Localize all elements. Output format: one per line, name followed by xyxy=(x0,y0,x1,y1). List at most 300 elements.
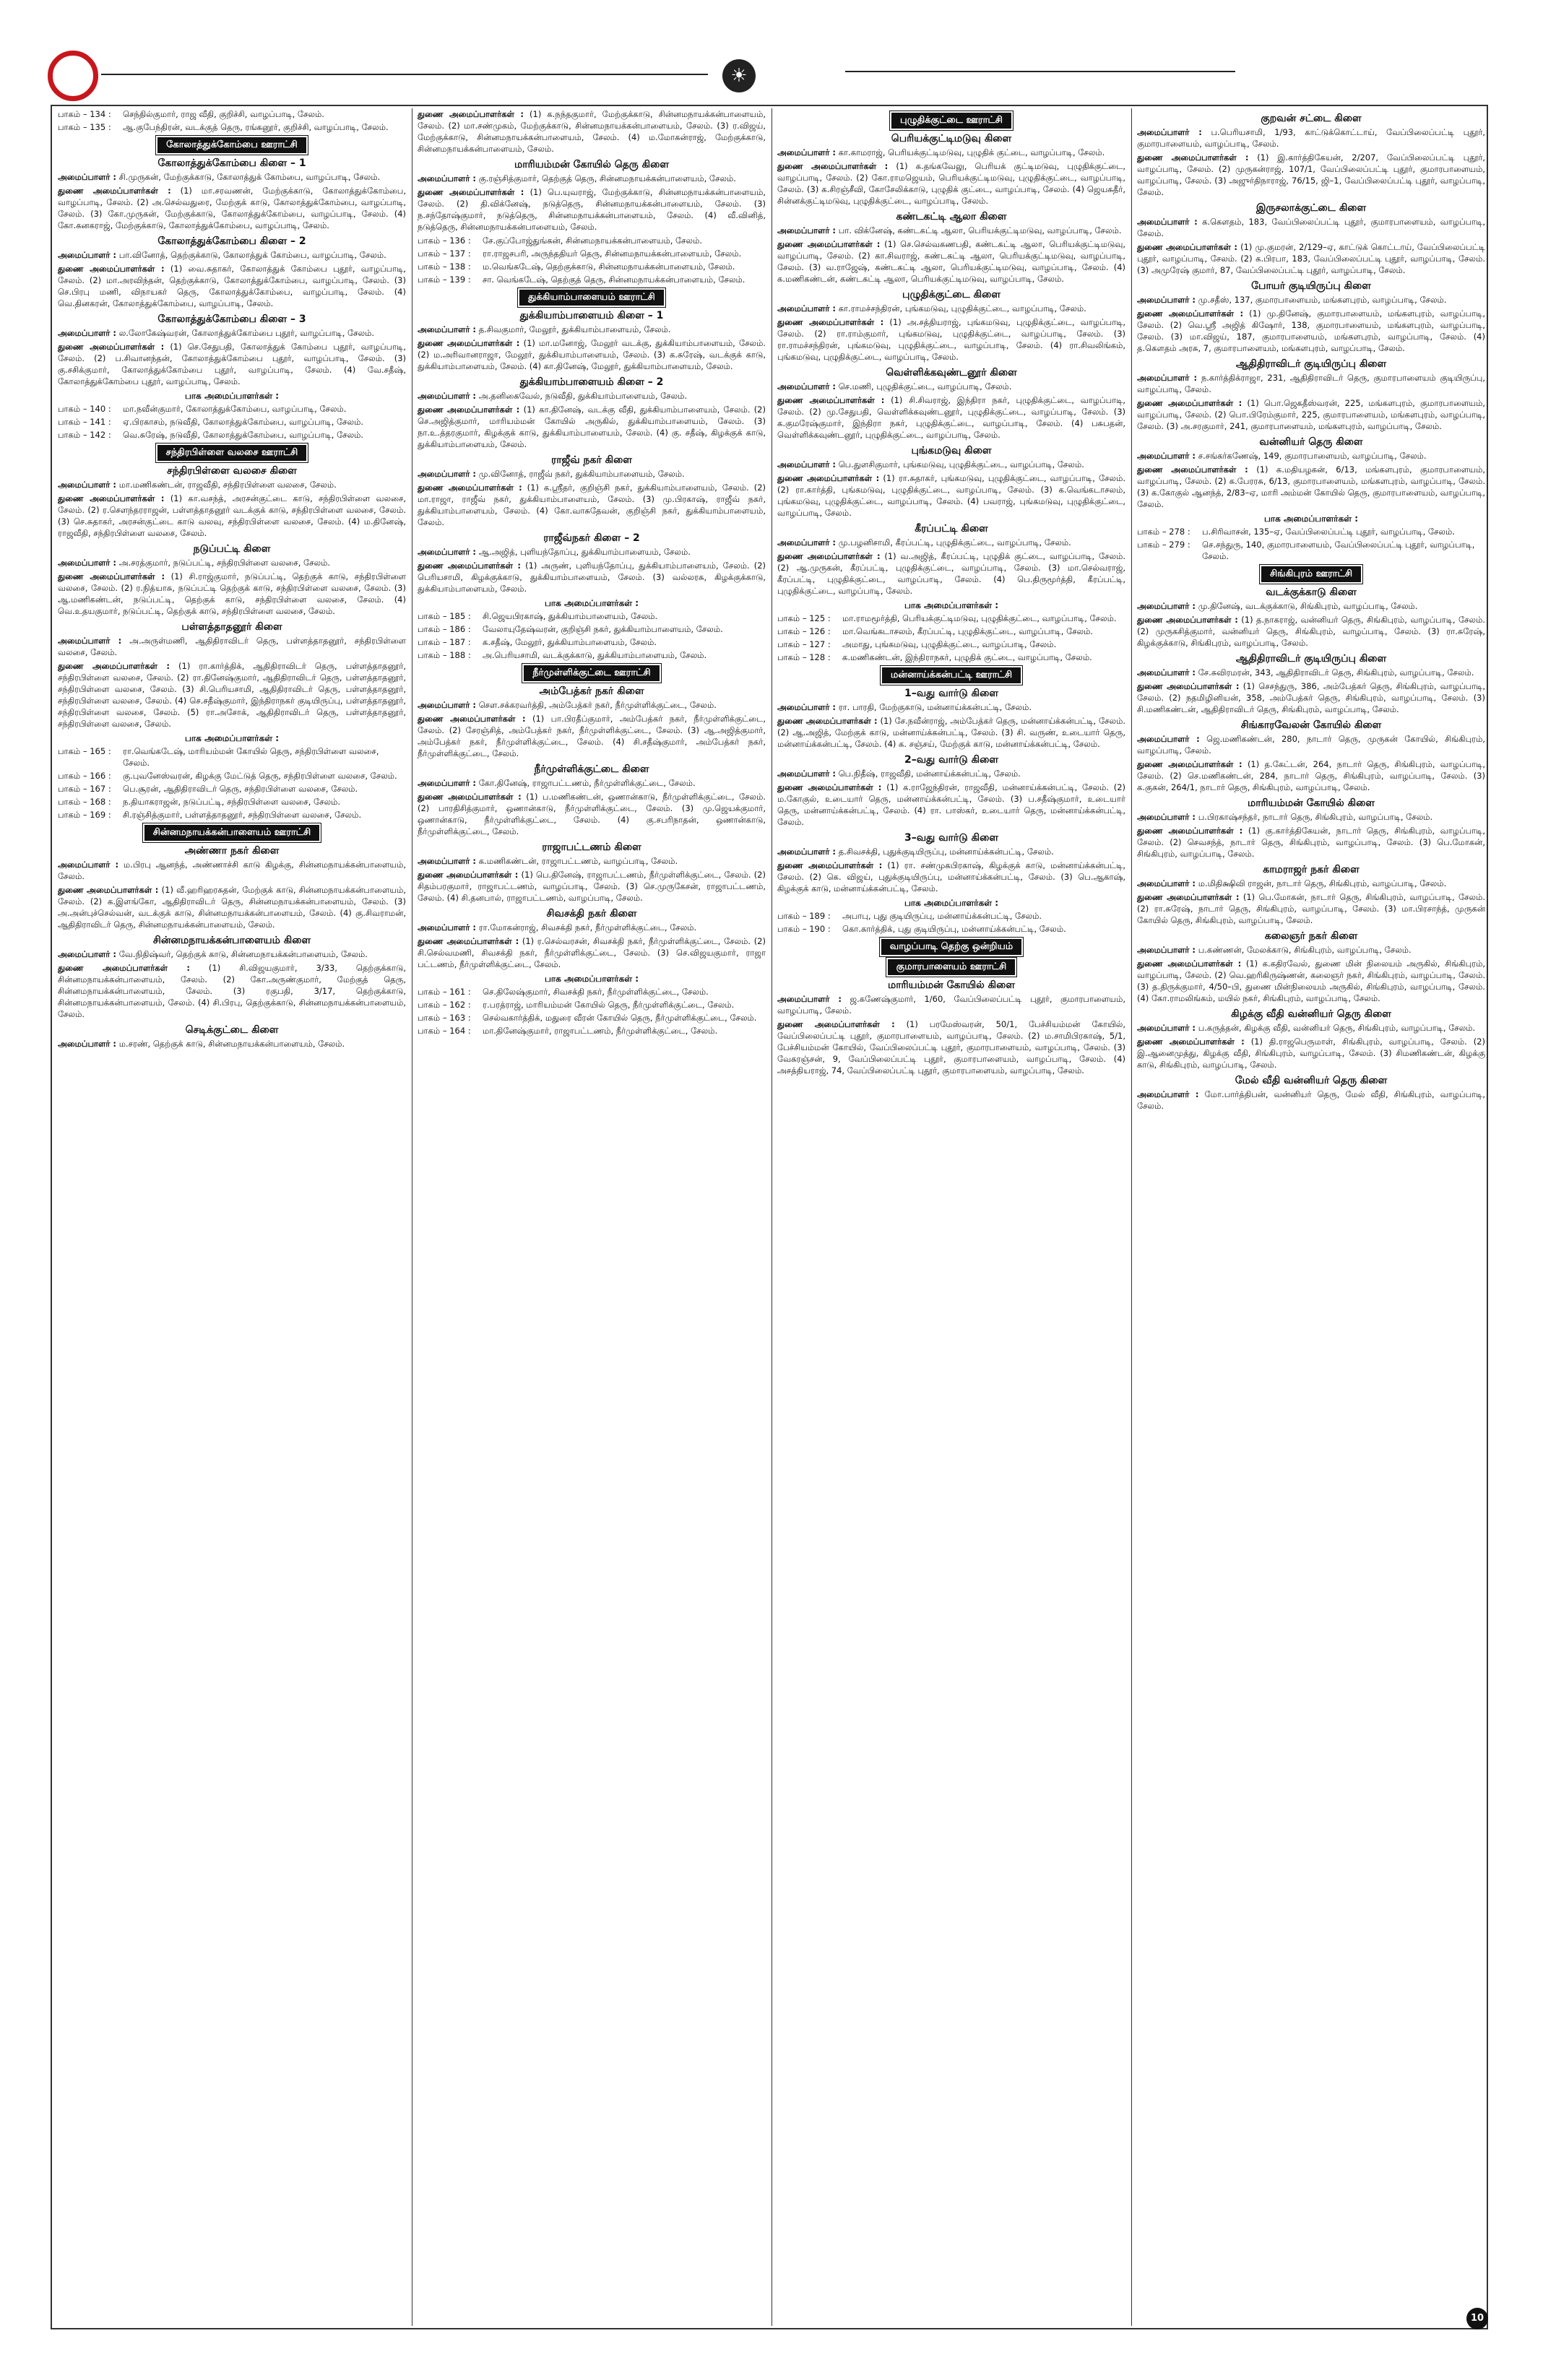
member-entry xyxy=(418,390,766,402)
part-member: செல்வகார்த்திக், மதுரை வீரன் கோயில் தெரு, நீர்முள்ளிக்குட்டை, சேலம். xyxy=(483,1013,757,1023)
member-entry xyxy=(58,948,406,960)
member-text: (1) வீ.ஹரிஹரசுதன், மேற்குக் காடு, சின்னமநாயக்கன்பாளையம், சேலம். (2) க.இளங்கோ, ஆதிதிராவிடர் தெரு, சின்னமநாயக்கன்பாளையம், சேலம். (3) அ.அன்புச்செல்வன், வடக்குக் காடு, சின்னமநாயக்கன்பாளையம், சேலம். (4) கு.சிவராமன், ஆதிதிராவிடர் தெரு, சின்னமநாயக்கன்பாளையம், சேலம். xyxy=(58,885,407,930)
member-entry xyxy=(58,557,406,568)
part-number: பாகம் – 278 : xyxy=(1137,527,1190,537)
part-member: சே.குப்போஜ்துங்கன், சின்னமநாயக்கன்பாளையம், சேலம். xyxy=(483,235,702,246)
branch-heading: 2–வது வார்டு கிளை xyxy=(904,754,998,766)
member-text: (1) இ.கார்த்திகேயன், 2/207, வேப்பிலைப்பட்டி புதூர், வாழப்பாடி, சேலம். (2) முருகன்ராஜ், 107/1, வேப்பிலைப்பட்டி புதூர், குமாரபாளையம், வாழப்பாடி, சேலம். (3) அஜுர்திநாராஜ், 76/15, ஜி–1, வேப்பிலைப்பட்டி புதூர், வாழப்பாடி, சேலம். xyxy=(1137,152,1485,197)
member-entry xyxy=(418,186,766,233)
role-label: துணை அமைப்பாளர்கள் : xyxy=(1137,681,1240,691)
member-entry xyxy=(418,777,766,789)
member-entry xyxy=(418,713,766,759)
member-text: (1) கு.கார்த்திகேயன், நாடார் தெரு, சிங்கிபுரம், வாழப்பாடி, சேலம். (2) செவசந்த், நாடார் தெரு, சிங்கிபுரம், வாழப்பாடி, சேலம். (3) பெ.மோகன், சிங்கிபுரம், வாழப்பாடி, சேலம். xyxy=(1137,826,1485,859)
member-text: (1) மா.மனோஜ், மேலூர் வடக்கு, துக்கியாம்பாளையம், சேலம். (2) ம.அரிவானராஜா, மேலூர், துக்கியாம்பாளையம், சேலம். (3) க.சுரேஷ், வடக்குக் காடு, துக்கியாம்பாளையம், சேலம். (4) கா.தினேஷ், மேலூர், துக்கியாம்பாளையம், சேலம். xyxy=(418,338,766,371)
role-label: அமைப்பாளர் : xyxy=(418,469,477,479)
part-row xyxy=(418,610,766,622)
branch-heading: பள்ளத்தாதனூர் கிளை xyxy=(181,621,282,633)
part-row xyxy=(777,613,1125,624)
part-row xyxy=(58,403,406,415)
section-title: நீர்முள்ளிக்குட்டை ஊராட்சி xyxy=(524,665,659,681)
part-row xyxy=(58,745,406,769)
part-member: ரா.ராஜசபரி, அருந்ததியர் தெரு, சின்னமநாயக்கன்பாளையம், சேலம். xyxy=(483,248,742,259)
role-label: அமைப்பாளர் : xyxy=(777,459,837,469)
member-entry xyxy=(1137,216,1485,239)
part-row xyxy=(418,274,766,285)
member-text: ப.பெரியசாமி, 1/93, காட்டுக்கொட்டாய், வேப்பிலைப்பட்டி புதூர், குமாரபாளையம், வாழப்பாடி, சேலம். xyxy=(1137,127,1486,149)
part-heading: பாக அமைப்பாளர்கள் : xyxy=(544,974,639,984)
section-banner xyxy=(58,825,406,841)
member-entry xyxy=(1137,733,1485,756)
section-banner xyxy=(777,939,1125,955)
branch-heading: சிவசக்தி நகர் கிளை xyxy=(546,908,637,919)
member-text: ரா. பாரதி, மேற்குகாடு, மன்னாய்க்கன்பட்டி, சேலம். xyxy=(838,702,1032,712)
part-row xyxy=(777,910,1125,922)
member-entry xyxy=(777,238,1125,285)
branch-heading: மாரியம்மன் கோயில் கிளை xyxy=(887,979,1016,991)
member-entry xyxy=(777,550,1125,597)
branch-heading: கோலாத்துக்கோம்பை கிளை – 3 xyxy=(157,313,306,325)
member-text: த.சிவகுமார், மேலூர், துக்கியாம்பாளையம், சேலம். xyxy=(478,324,671,334)
part-number: பாகம் – 162 : xyxy=(418,1000,471,1010)
member-text: (1) செசந்துரு, 386, அம்பேத்கர் தெரு, சிங்கிபுரம், வாழப்பாடி, சேலம். (2) நதமிழினியன், 358, அம்பேத்கர் தெரு, சிங்கிபுரம், வாழப்பாடி, சேலம். (3) சி.மணிகண்டன், ஆதிதிராவிடர் தெரு, சிங்கிபுரம், வாழப்பாடி, சேலம். xyxy=(1137,681,1486,714)
member-text: பா.வினோத், தெற்குக்காடு, கோலாத்துக் கோம்பை, வாழப்பாடி, சேலம். xyxy=(118,250,386,260)
header-rule-left xyxy=(101,74,708,75)
member-text: (1) பெ.தினேஷ், ராஜாபட்டணம், நீர்முள்ளிக்குட்டை, சேலம். (2) சிதம்பரகுமார், ராஜாபட்டணம், வாழப்பாடி, சேலம். (3) செ.முருகேசன், ராஜாபட்டணம், சேலம். (4) சி.தனபால், ராஜாபட்டணம், வாழப்பாடி, சேலம். xyxy=(418,870,766,903)
member-text: ந.கார்த்திக்ராஜா, 231, ஆதிதிராவிடர் தெரு, குமாரபாளையம் குடியிருப்பு, வாழப்பாடி, சேலம். xyxy=(1137,373,1486,394)
part-member: செ.திலேஷ்குமார், சிவசக்தி நகர், நீர்முள்ளிக்குட்டை, சேலம். xyxy=(483,987,709,997)
part-row xyxy=(777,923,1125,935)
role-label: அமைப்பாளர் : xyxy=(777,225,837,235)
member-entry xyxy=(1137,464,1485,510)
part-row xyxy=(418,636,766,648)
member-text: அ.தனிகைவேல், நடுவீதி, துக்கியாம்பாளையம், சேலம். xyxy=(478,391,688,401)
branch-heading: சந்திரபிள்ளை வலசை கிளை xyxy=(167,465,297,477)
branch-heading: புங்கமடுவு கிளை xyxy=(911,445,992,456)
part-number: பாகம் – 187 : xyxy=(418,637,471,647)
part-row xyxy=(1137,526,1485,537)
branch-heading: வெள்ளிக்கவுண்டனூர் கிளை xyxy=(886,367,1017,378)
member-text: (1) பெ.மோகன், நாடார் தெரு, சிங்கிபுரம், வாழப்பாடி, சேலம். (2) ரா.சுரேஷ், நாடார் தெரு, சிங்கிபுரம், வாழப்பாடி, சேலம். (3) மா.பிரசாந்த், முருகன் கோயில் தெரு, சிங்கிபுரம், வாழப்பாடி, சேலம். xyxy=(1137,892,1486,925)
part-number: பாகம் – 279 : xyxy=(1137,540,1190,550)
member-entry xyxy=(418,699,766,711)
part-member: ப.சிரிவாசன், 135–ஏ, வேப்பிலைப்பட்டி புதூர், வாழப்பாடி, சேலம். xyxy=(1202,527,1455,537)
member-text: (1) மு.தினேஷ், குமாரபாளையம், மங்களபுரம், வாழப்பாடி, சேலம். (2) வெ.ஸ்ரீ அஜித் கிஷோர், 138, குமாரபாளையம், மங்களபுரம், வாழப்பாடி, சேலம். (3) மா.விஜய், 187, குமாரபாளையம், மங்களபுரம், வாழப்பாடி, சேலம். (4) த.கௌதம் அரசு, 7, குமாரபாளையம், மங்களபுரம், வாழப்பாடி, சேலம். xyxy=(1137,308,1485,353)
member-entry xyxy=(58,493,406,539)
member-entry xyxy=(1137,600,1485,612)
part-member: வேலாயுதேஷ்வரன், குறிஞ்சி நகர், துக்கியாம்பாளையம், சேலம். xyxy=(483,624,723,634)
member-text: (1) த.கேட்டன், 264, நாடார் தெரு, சிங்கிபுரம், வாழப்பாடி, சேலம். (2) செ.மணிகண்டன், 284, நாடார் தெரு, சிங்கிபுரம், வாழப்பாடி, சேலம். (3) க.குகன், 264/1, நாடார் தெரு, சிங்கிபுரம், வாழப்பாடி, சேலம். xyxy=(1137,759,1485,792)
member-entry xyxy=(777,768,1125,779)
part-member: சி.ரஞ்சித்குமார், பள்ளத்தாதனூர், சந்திரபிள்ளை வலசை, சேலம். xyxy=(123,810,362,820)
member-text: கா.காமராஜ், பெரியக்குட்டிமடுவு, புழுதிக் குட்டை, வாழப்பாடி, சேலம். xyxy=(838,147,1105,157)
section-title: சின்னமநாயக்கன்பாளையம் ஊராட்சி xyxy=(144,825,319,841)
branch-heading: ராஜாபட்டணம் கிளை xyxy=(542,841,641,853)
member-text: (1) அ.சத்தியராஜ், புங்கமடுவு, புழுதிக்குட்டை, வாழப்பாடி, சேலம். (2) ரா.ராம்குமார், புங்கமடுவு, புழுதிக்குட்டை, வாழப்பாடி, சேலம். (3) ரா.ராமச்சந்திரன், புங்கமடுவு, புழுதிக்குட்டை, வாழப்பாடி, சேலம். (4) ரா.சிவலிங்கம், புங்கமடுவு, புழுதிக்குட்டை, வாழப்பாடி, சேலம். xyxy=(777,317,1126,362)
member-entry xyxy=(1137,1089,1485,1112)
member-text: (1) ரா.கார்த்திக், ஆதிதிராவிடர் தெரு, பள்ளத்தாதனூர், சந்திரபிள்ளை வலசை, சேலம். (2) ரா.தினேஷ்குமார், ஆதிதிராவிடர் தெரு, பள்ளத்தாதனூர், சந்திரபிள்ளை வலசை, சேலம். (3) சி.பெரியசாமி, ஆதிதிராவிடர் தெரு, பள்ளத்தாதனூர், சந்திரபிள்ளை வலசை, சேலம். (4) செ.சதீஷ்குமார், இந்திராநகர் குடியிருப்பு, பள்ளத்தாதனூர், சந்திரபிள்ளை வலசை, சேலம். (5) ரா.அசோக், ஆதிதிராவிடர் தெரு, பள்ளத்தாதனூர், சந்திரபிள்ளை வலசை, சேலம். xyxy=(58,661,406,729)
member-text: (1) தி.ராஜபெருமாள், சிங்கிபுரம், வாழப்பாடி, சேலம். (2) இ.ஆனைமுத்து, கிழக்கு வீதி, சிங்கிபுரம், வாழப்பாடி, சேலம். (3) சிமணிகண்டன், கிழக்கு காடு, சிங்கிபுரம், வாழப்பாடி, சேலம். xyxy=(1137,1037,1485,1070)
role-label: அமைப்பாளர் : xyxy=(418,547,477,557)
part-number: பாகம் – 142 : xyxy=(58,430,111,440)
role-label: துணை அமைப்பாளர்கள் : xyxy=(1137,759,1242,769)
member-entry xyxy=(777,160,1125,207)
role-label: துணை அமைப்பாளர்கள் : xyxy=(777,551,881,561)
part-member: க.சதீஷ், மேலூர், துக்கியாம்பாளையம், சேலம். xyxy=(483,637,657,647)
member-entry xyxy=(58,635,406,658)
role-label: அமைப்பாளர் : xyxy=(58,949,117,959)
branch-heading: வன்னியர் தெரு கிளை xyxy=(1259,436,1363,448)
part-row xyxy=(58,429,406,441)
member-text: கோ.தினேஷ், ராஜாபட்டணம், நீர்முள்ளிக்குட்டை, சேலம். xyxy=(478,778,696,788)
part-member: மா.நவீன்குமார், கோலாத்துக்கோம்பை, வாழப்பாடி, சேலம். xyxy=(123,404,347,414)
section-banner xyxy=(777,959,1125,975)
member-text: சே.சுவிரமரன், 343, ஆதிதிராவிடர் தெரு, சிங்கிபுரம், வாழப்பாடி, சேலம். xyxy=(1198,667,1474,678)
member-entry xyxy=(418,791,766,837)
member-text: (1) பொ.ஜெகதீஸ்வரன், 225, மங்களபுரம், குமாரபாளையம், வாழப்பாடி, சேலம். (2) பொ.பிரேம்குமார், 225, குமாரபாளையம், மங்களபுரம், வாழப்பாடி, சேலம். (3) அ.சரகுமார், 241, குமாரபாளையம், மங்களபுரம், வாழப்பாடி, சேலம். xyxy=(1137,398,1485,431)
branch-heading: செடிக்குட்டை கிளை xyxy=(185,1024,279,1036)
part-row xyxy=(418,248,766,259)
part-row xyxy=(58,770,406,782)
member-text: அ.அருள்மணி, ஆதிதிராவிடர் தெரு, பள்ளத்தாதனூர், சந்திரபிள்ளை வலசை, சேலம். xyxy=(58,636,407,657)
branch-heading: புழுதிக்குட்டை கிளை xyxy=(902,289,1000,300)
member-text: (1) பரமேஸ்வரன், 50/1, பேச்சியம்மன் கோயில், வேப்பிலைப்பட்டி புதூர், குமாரபாளையம், வாழப்பாடி, சேலம். (2) ம.சாமிபிரகாஷ், 5/1, பேச்சியம்மன் கோயில், வேப்பிலைப்பட்டி புதூர், குமாரபாளையம், வாழப்பாடி, சேலம். (3) வேகரஞ்சன், 9, வேப்பிலைப்பட்டி புதூர், குமாரபாளையம், வாழப்பாடி, சேலம். (4) அசத்தியராஜ், 74, வேப்பிலைப்பட்டி புதூர், குமாரபாளையம், வாழப்பாடி, சேலம். xyxy=(777,1019,1125,1076)
member-entry xyxy=(418,337,766,372)
member-text: ம.சரண், தெற்குக் காடு, சின்னமநாயக்கன்பாளையம், சேலம். xyxy=(118,1039,345,1049)
role-label: அமைப்பாளர் : xyxy=(58,480,117,490)
section-title: கோலாத்துக்கோம்பை ஊராட்சி xyxy=(157,137,306,153)
role-label: துணை அமைப்பாளர்கள் : xyxy=(777,782,882,792)
role-label: துணை அமைப்பாளர்கள் : xyxy=(58,571,165,581)
member-entry xyxy=(58,327,406,339)
member-entry xyxy=(418,324,766,335)
member-text: மு.தினேஷ், வடக்குக்காடு, சிங்கிபுரம், வாழப்பாடி, சேலம். xyxy=(1198,601,1418,611)
member-entry xyxy=(1137,878,1485,889)
part-row xyxy=(58,796,406,808)
role-label: துணை அமைப்பாளர்கள் : xyxy=(58,963,190,973)
member-entry xyxy=(777,381,1125,392)
member-text: (1) மு.குமரன், 2/129–ஏ, காட்டுக் கொட்டாய், வேப்பிலைப்பட்டி புதூர், வாழப்பாடி, சேலம். (2) க.பிரபா, 183, வேப்பிலைப்பட்டி புதூர், வாழப்பாடி, சேலம். (3) அமுரேஷ் குமார், 87, வேப்பிலைப்பட்டி புதூர், வாழப்பாடி, சேலம். xyxy=(1137,242,1485,275)
part-row xyxy=(58,809,406,821)
member-entry xyxy=(418,935,766,970)
part-member: மா.வெங்கடாசலம், கீரப்பட்டி, புழுதிக்குட்டை, வாழப்பாடி, சேலம். xyxy=(842,626,1094,636)
member-entry xyxy=(777,715,1125,750)
member-entry xyxy=(1137,397,1485,432)
part-number: பாகம் – 185 : xyxy=(418,611,471,621)
role-label: துணை அமைப்பாளர்கள் : xyxy=(1137,826,1243,836)
part-row xyxy=(418,649,766,661)
part-number: பாகம் – 140 : xyxy=(58,404,111,414)
role-label: துணை அமைப்பாளர்கள் : xyxy=(58,264,165,274)
masthead xyxy=(43,43,1503,101)
member-text: ஜ.கணேஷ்குமார், 1/60, வேப்பிலைப்பட்டி புதூர், குமாரபாளையம், வாழப்பாடி, சேலம். xyxy=(777,994,1126,1016)
column-3 xyxy=(774,108,1128,2326)
role-label: துணை அமைப்பாளர்கள் : xyxy=(1137,464,1248,475)
member-entry xyxy=(1137,308,1485,354)
section-banner xyxy=(1137,566,1485,582)
member-entry xyxy=(58,341,406,387)
part-number: பாகம் – 164 : xyxy=(418,1026,471,1036)
role-label: அமைப்பாளர் : xyxy=(777,994,842,1004)
role-label: துணை அமைப்பாளர்கள் : xyxy=(1137,152,1249,163)
part-row xyxy=(58,783,406,795)
member-text: (1) பா.பிரதீப்குமார், அம்பேத்கர் நகர், நீர்முள்ளிக்குட்டை, சேலம். (2) சேரஞ்சித், அம்பேத்கர் நகர், நீர்முள்ளிக்குட்டை, சேலம். (3) ஆ.அஜித்குமார், அம்பேத்கர் நகர், நீர்முள்ளிக்குட்டை, சேலம். (4) சி.சதீஷ்குமார், அம்பேத்கர் நகர், நீர்முள்ளிக்குட்டை, சேலம். xyxy=(418,714,766,758)
role-label: அமைப்பாளர் : xyxy=(777,847,837,857)
role-label: அமைப்பாளர் : xyxy=(777,147,837,157)
member-text: (1) கா.வசந்த், அரசன்குட்டை காடு, சந்திரபிள்ளை வலசை, சேலம். (2) ர.சௌந்தரராஜன், பள்ளத்தாதனூர் வடக்குக் காடு, சந்திரபிள்ளை வலசை, சேலம். (3) செ.சுதாகர், அரசன்குட்டை காடு வலவு, சந்திரபிள்ளை வலசை, சேலம். (4) ம.தினேஷ், ராஜவீதி, சந்திரபிள்ளை வலசை, சேலம். xyxy=(58,493,406,538)
member-text: (1) சி.விஜயகுமார், 3/33, தெற்குக்காடு, சின்னமநாயக்கன்பாளையம், சேலம். (2) கோ.அருண்குமார், மேற்குத் தெரு, சின்னமநாயக்கன்பாளையம், சேலம். (3) ரகுபதி, 3/17, தெற்குக்காடு, சின்னமநாயக்கன்பாளையம், சேலம். (4) சி.பிரபு, தெற்குக்காடு, சின்னமநாயக்கன்பாளையம், சேலம். xyxy=(58,963,406,1019)
role-label: துணை அமைப்பாளர்கள் : xyxy=(777,161,889,171)
role-label: அமைப்பாளர் : xyxy=(777,537,837,548)
section-banner xyxy=(58,137,406,153)
part-heading: பாக அமைப்பாளர்கள் : xyxy=(1263,514,1359,524)
role-label: துணை அமைப்பாளர்கள் : xyxy=(418,561,522,571)
member-text: (1) க.ராஜேந்திரன், ராஜவீதி, மன்னாய்க்கன்பட்டி, சேலம். (2) ம.கோகுல், உடையார் தெரு, மன்னாய்க்கன்பட்டி, சேலம். (3) ப.சதீஷ்குமார், உடையார் தெரு, மன்னாய்க்கன்பட்டி, சேலம். (4) ரா. பாஸ்கர், உடையார் தெரு, மன்னாய்க்கன்பட்டி, சேலம். xyxy=(777,782,1125,827)
member-entry xyxy=(58,171,406,183)
part-number: பாகம் – 168 : xyxy=(58,797,111,807)
part-heading: பாக அமைப்பாளர்கள் : xyxy=(904,600,999,610)
member-entry xyxy=(777,225,1125,236)
member-entry xyxy=(777,394,1125,441)
role-label: அமைப்பாளர் : xyxy=(58,860,119,870)
member-text: மு.வினோத், ராஜீவ் நகர், துக்கியாம்பாளையம், சேலம். xyxy=(478,469,685,479)
part-member: அபாபு, புது குடியிருப்பு, மன்னாய்க்கன்பட்டி, சேலம். xyxy=(842,911,1042,921)
part-member: ம.வெங்கடேஷ், தெற்குக்காடு, சின்னமநாயக்கன்பாளையம், சேலம். xyxy=(483,261,735,272)
member-entry xyxy=(1137,614,1485,649)
branch-heading: அம்பேத்கர் நகர் கிளை xyxy=(539,685,644,697)
branch-heading: சின்னமநாயக்கன்பாளையம் கிளை xyxy=(152,935,311,946)
member-entry xyxy=(777,459,1125,470)
member-entry xyxy=(58,859,406,882)
branch-heading: மேல் வீதி வன்னியர் தெரு கிளை xyxy=(1235,1075,1388,1086)
member-text: பெ.நிதீஷ், ராஜவீதி, மன்னாய்க்கன்பட்டி, சேலம். xyxy=(838,769,1021,779)
member-text: ஜெ.மணிகண்டன், 280, நாடார் தெரு, முருகன் கோயில், சிங்கிபுரம், வாழப்பாடி, சேலம். xyxy=(1137,734,1486,756)
part-number: பாகம் – 169 : xyxy=(58,810,111,820)
part-member: அமாது, புங்கமடுவு, புழுதிக்குட்டை, வாழப்பாடி, சேலம். xyxy=(842,639,1057,649)
part-number: பாகம் – 136 : xyxy=(418,235,471,246)
member-text: (1) ரா. சண்முகபிரகாஷ், கிழக்குக் காடு, மன்னாய்க்கன்பட்டி, சேலம். (2) கெ. விஜய், புதுக்குடியிருப்பு, மன்னாய்க்கன்பட்டி, சேலம். (3) பெ.ஆகாஷ், கிழக்குக் காடு, மன்னாய்க்கன்பட்டி, சேலம். xyxy=(777,860,1125,893)
role-label: துணை அமைப்பாளர்கள் : xyxy=(1137,1037,1245,1047)
part-member: கொ.கார்த்திக், புது குடியிருப்பு, மன்னாய்க்கன்பட்டி, சேலம். xyxy=(842,924,1066,934)
member-text: செ.மணி, புழுதிக்குட்டை, வாழப்பாடி, சேலம். xyxy=(838,381,1012,391)
member-text: (1) க.நந்தகுமார், மேற்குக்காடு, சின்னமநாயக்கன்பாளையம், சேலம். (2) மா.சண்முகம், மேற்குக்காடு, சின்னமநாயக்கன்பாளையம், சேலம். (3) ர.விஜய், மேற்குக்காடு, சின்னமநாயக்கன்பாளையம், சேலம். (4) ம.மோகன்ராஜ், மேற்குக்காடு, சின்னமநாயக்கன்பாளையம், சேலம். xyxy=(418,109,766,154)
role-label: அமைப்பாளர் : xyxy=(1137,878,1196,888)
member-text: வே.நிதிஷ்வர், தெற்குக் காடு, சின்னமநாயக்கன்பாளையம், சேலம். xyxy=(118,949,368,959)
role-label: துணை அமைப்பாளர்கள் : xyxy=(418,870,519,880)
section-title: துக்கியாம்பாளையம் ஊராட்சி xyxy=(519,290,664,306)
section-banner xyxy=(418,665,766,681)
branch-heading: துக்கியாம்பாளையம் கிளை – 2 xyxy=(519,376,664,388)
branch-heading: கீரப்பட்டி கிளை xyxy=(915,523,988,535)
role-label: அமைப்பாளர் : xyxy=(1137,1089,1199,1099)
branch-heading: காமராஜர் நகர் கிளை xyxy=(1263,864,1360,875)
part-member: செ.சந்துரு, 140, குமாரபாளையம், வேப்பிலைப்பட்டி புதூர், வாழப்பாடி, சேலம். xyxy=(1202,540,1475,561)
member-entry xyxy=(418,546,766,558)
role-label: துணை அமைப்பாளர்கள் : xyxy=(1137,959,1242,969)
branch-heading: பெரியக்குட்டிமடுவு கிளை xyxy=(891,133,1012,144)
member-text: ம.மிதிக்ஷிவி ராஜன், நாடார் தெரு, சிங்கிபுரம், வாழப்பாடி, சேலம். xyxy=(1198,878,1447,888)
branch-heading: வடக்குக்காடு கிளை xyxy=(1266,587,1357,598)
part-row xyxy=(777,626,1125,637)
role-label: துணை அமைப்பாளர்கள் : xyxy=(1137,398,1242,408)
member-entry xyxy=(1137,825,1485,860)
branch-heading: ராஜீவ் நகர் கிளை xyxy=(551,454,632,466)
part-row xyxy=(58,121,406,133)
branch-heading: மாரியம்மன் கோயில் கிளை xyxy=(1247,797,1375,809)
part-heading: பாக அமைப்பாளர்கள் : xyxy=(544,598,639,608)
role-label: துணை அமைப்பாளர்கள் : xyxy=(418,338,520,348)
member-entry xyxy=(58,1038,406,1050)
role-label: அமைப்பாளர் : xyxy=(418,324,477,334)
role-label: அமைப்பாளர் : xyxy=(1137,812,1196,822)
part-number: பாகம் – 167 : xyxy=(58,784,111,794)
member-entry xyxy=(777,701,1125,713)
member-text: க.கௌதம், 183, வேப்பிலைப்பட்டி புதூர், குமாரபாளையம், வாழப்பாடி, சேலம். xyxy=(1137,217,1486,238)
member-text: (1) க.கதிரவேல், துணை மின் நிலையம் அருகில், சிங்கிபுரம், வாழப்பாடி, சேலம். (2) வெ.ஹரிகிருஷ்ணன், கலைஞர் நகர், சிங்கிபுரம், வாழப்பாடி, சேலம். (3) த.திருக்குமார், 4/50–பி, துணை மின்நிலையம் அருகில், சிங்கிபுரம், வாழப்பாடி, சேலம். (4) கோ.ராமலிங்கம், மயில் நகர், சிங்கிபுரம், வாழப்பாடி, சேலம். xyxy=(1137,959,1486,1003)
member-entry xyxy=(58,884,406,930)
branch-heading: 1–வது வார்டு கிளை xyxy=(904,688,998,699)
member-text: (1) சி.சிவராஜ், இந்திரா நகர், புழுதிக்குட்டை, வாழப்பாடி, சேலம். (2) மு.சேதுபதி, வெள்ளிக்கவுண்டனூர், புழுதிக்குட்டை, வாழப்பாடி, சேலம். (3) க.குமரேஷ்குமார், இந்திரா நகர், புழுதிக்குட்டை, வாழப்பாடி, சேலம். (4) பசுபதன், வெள்ளிக்கவுண்டனூர், புழுதிக்குட்டை, வாழப்பாடி, சேலம். xyxy=(777,395,1125,440)
part-number: பாகம் – 186 : xyxy=(418,624,471,634)
role-label: துணை அமைப்பாளர்கள் : xyxy=(418,936,519,946)
role-label: அமைப்பாளர் : xyxy=(58,328,117,338)
part-row xyxy=(777,652,1125,663)
member-text: (1) சி.ராஜ்குமார், நடுப்பட்டி, தெற்குக் காடு, சந்திரபிள்ளை வலசை, சேலம். (2) ர.நித்யாசு, நடுப்பட்டி தெற்குக் காடு, சந்திரபிள்ளை வலசை, சேலம். (3) ஆ.மணிகண்டன், நடுப்பட்டி, தெற்குக் காடு, சந்திரபிள்ளை வலசை, சேலம். (4) வெ.உதயகுமார், நடுப்பட்டி, தெற்குக் காடு, சந்திரபிள்ளை வலசை, சேலம். xyxy=(58,571,406,616)
branch-heading: துக்கியாம்பாளையம் கிளை – 1 xyxy=(519,310,664,321)
member-entry xyxy=(1137,758,1485,793)
member-text: ஆ.அஜித், புளியந்தோப்பு, துக்கியாம்பாளையம், சேலம். xyxy=(478,547,691,557)
part-number: பாகம் – 165 : xyxy=(58,746,111,756)
part-number: பாகம் – 141 : xyxy=(58,417,111,427)
member-text: கா.ராமச்சந்திரன், புங்கமடுவு, புழுதிக்குட்டை, வாழப்பாடி, சேலம். xyxy=(838,303,1086,313)
member-text: (1) க.ஸ்ரீதர், குறிஞ்சி நகர், துக்கியாம்பாளையம், சேலம். (2) மா.ராஜா, ராஜீவ் நகர், துக்கியாம்பாளையம், சேலம். (3) மு.பிரகாஷ், ராஜீவ் நகர், துக்கியாம்பாளையம், சேலம். (4) கோ.வாசுதேவன், குறிஞ்சி நகர், துக்கியாம்பாளையம், சேலம். xyxy=(418,483,766,527)
part-number: பாகம் – 138 : xyxy=(418,261,471,272)
member-entry xyxy=(418,108,766,155)
section-banner xyxy=(777,667,1125,683)
member-text: (1) ரா.சுதாகர், புங்கமடுவு, புழுதிக்குட்டை, வாழப்பாடி, சேலம். (2) ரா.கார்த்தி, புங்கமடுவு, புழுதிக்குட்டை, வாழப்பாடி, சேலம். (3) க.வெங்கடாசலம், புங்கமடுவு, புழுதிக்குட்டை, வாழப்பாடி, சேலம். (4) பவராஜ், புங்கமடுவு, புழுதிக்குட்டை, வாழப்பாடி, சேலம். xyxy=(777,473,1125,518)
part-number: பாகம் – 126 : xyxy=(777,626,831,636)
part-heading: பாக அமைப்பாளர்கள் : xyxy=(184,733,280,743)
member-text: செள.சக்கரவர்த்தி, அம்பேத்கர் நகர், நீர்முள்ளிக்குட்டை, சேலம். xyxy=(478,700,717,710)
member-text: ல.லோகேஷ்வரன், கோலாத்துக்கோம்பை புதூர், வாழப்பாடி, சேலம். xyxy=(118,328,375,338)
member-entry xyxy=(418,468,766,480)
member-entry xyxy=(777,846,1125,857)
member-text: பெ.துளசிகுமார், புங்கமடுவு, புழுதிக்குட்டை, வாழப்பாடி, சேலம். xyxy=(838,459,1084,469)
column-divider xyxy=(1131,108,1132,2326)
role-label: அமைப்பாளர் : xyxy=(1137,451,1196,461)
branch-heading: போயர் குடியிருப்பு கிளை xyxy=(1251,280,1371,292)
member-entry xyxy=(777,860,1125,894)
branch-heading: இருசலாக்குட்டை கிளை xyxy=(1255,202,1367,214)
member-text: த.சிவசக்தி, புதுக்குடியிருப்பு, மன்னாய்க்கன்பட்டி, சேலம். xyxy=(838,847,1054,857)
member-text: மு.பழனிசாமி, கீரப்பட்டி, புழுதிக்குட்டை, வாழப்பாடி, சேலம். xyxy=(838,537,1071,548)
branch-heading: குறவன் சட்டை கிளை xyxy=(1261,113,1362,124)
member-text: (1) வ.அஜித், கீரப்பட்டி, புழுதிக் குட்டை, வாழப்பாடி, சேலம். (2) ஆ.முருகன், கீரப்பட்டி, புழுதிக்குட்டை, வாழப்பாடி, சேலம். (3) மா.செல்வராஜ், கீரப்பட்டி, புழுதிக்குட்டை, வாழப்பாடி, சேலம். (4) பெ.திருமூர்த்தி, கீரப்பட்டி, புழுதிக்குட்டை, வாழப்பாடி, சேலம். xyxy=(777,551,1125,596)
role-label: துணை அமைப்பாளர்கள் : xyxy=(418,792,522,802)
part-member: ரா.வெங்கடேஷ், மாரியம்மன் கோயில் தெரு, சந்திரபிள்ளை வலசை, சேலம். xyxy=(123,746,379,768)
member-entry xyxy=(777,303,1125,314)
role-label: துணை அமைப்பாளர்கள் : xyxy=(418,483,522,493)
role-label: அமைப்பாளர் : xyxy=(418,700,477,710)
member-entry xyxy=(777,993,1125,1016)
part-member: சி.ஜெயபிரகாஷ், துக்கியாம்பாளையம், சேலம். xyxy=(483,611,658,621)
part-member: ஏ.பிரகாசம், நடுவீதி, கோலாத்துக்கோம்பை, வாழப்பாடி, சேலம். xyxy=(123,417,363,427)
section-banner xyxy=(58,445,406,461)
member-entry xyxy=(1137,372,1485,395)
role-label: துணை அமைப்பாளர்கள் : xyxy=(1137,615,1238,625)
role-label: துணை அமைப்பாளர்கள் : xyxy=(777,317,884,327)
role-label: துணை அமைப்பாளர்கள் : xyxy=(777,716,878,726)
member-text: (1) மா.சரவணன், மேற்குக்காடு, கோலாத்துக்கோம்பை, வாழப்பாடி, சேலம். (2) அ.செல்வதுரை, மேற்குக் காடு, கோலாத்துக்கோம்பை, வாழப்பாடி, சேலம். (3) கோ.முருகன், மேற்குக்காடு, கோலாத்துக்கோம்பை, வாழப்பாடி, சேலம். (4) கோ.கனகராஜ், மேற்குக்காடு, கோலாத்துக்கோம்பை, வாழப்பாடி, சேலம். xyxy=(58,186,407,230)
part-number: பாகம் – 163 : xyxy=(418,1013,471,1023)
branch-heading: ஆதிதிராவிடர் குடியிருப்பு கிளை xyxy=(1235,358,1387,370)
role-label: அமைப்பாளர் : xyxy=(777,303,837,313)
emblem-icon: ☀ xyxy=(722,59,756,92)
part-number: பாகம் – 128 : xyxy=(777,652,831,662)
branch-heading: மாரியம்மன் கோயில் தெரு கிளை xyxy=(514,159,669,170)
member-entry xyxy=(58,571,406,617)
part-number: பாகம் – 189 : xyxy=(777,911,831,921)
role-label: அமைப்பாளர் : xyxy=(777,769,837,779)
page-number: 10 xyxy=(1466,2308,1488,2329)
member-entry xyxy=(418,482,766,528)
member-entry xyxy=(418,560,766,594)
role-label: துணை அமைப்பாளர்கள் : xyxy=(1137,308,1244,319)
member-text: (1) ப.மணிகண்டன், ஒணான்காடு, நீர்முள்ளிக்குட்டை, சேலம். (2) பாரதிசித்குமார், ஒணான்காடு, நீர்முள்ளிக்குட்டை, சேலம். (3) மு.ஜெயக்குமார், ஒணான்காடு, நீர்முள்ளிக்குட்டை, சேலம். (4) கு.சபரிநாதன், ஒணான்காடு, நீர்முள்ளிக்குட்டை, சேலம். xyxy=(418,792,766,836)
member-text: மோ.பார்த்திபன், வன்னியர் தெரு, மேல் வீதி, சிங்கிபுரம், வாழப்பாடி, சேலம். xyxy=(1137,1089,1485,1111)
member-entry xyxy=(1137,1036,1485,1070)
member-text: அ.சரத்குமார், நடுப்பட்டி, சந்திரபிள்ளை வலசை, சேலம். xyxy=(118,558,331,568)
part-number: பாகம் – 190 : xyxy=(777,924,831,934)
section-title: சிங்கிபுரம் ஊராட்சி xyxy=(1261,566,1361,582)
member-entry xyxy=(418,404,766,450)
part-number: பாகம் – 161 : xyxy=(418,987,471,997)
member-text: (1) செ.செல்வகணபதி, கண்டகட்டி ஆலா, பெரியக்குட்டிமடுவு, வாழப்பாடி, சேலம். (2) கா.சிவராஜ், கண்டகட்டி ஆலா, பெரியக்குட்டிமடுவு, வாழப்பாடி, சேலம். (3) வ.ராஜேஷ், கண்டகட்டி ஆலா, பெரியக்குட்டிமடுவு, வாழப்பாடி, சேலம். (4) க.மணிகண்டன், கண்டகட்டி ஆலா, பெரியக்குட்டிமடுவு, வாழப்பாடி, சேலம். xyxy=(777,239,1126,284)
section-title: புழுதிக்குட்டை ஊராட்சி xyxy=(891,113,1011,129)
part-member: பெ.சூரன், ஆதிதிராவிடர் தெரு, சந்திரபிள்ளை வலசை, சேலம். xyxy=(123,784,358,794)
member-text: (1) க.தங்கவேலு, பெரியக் குட்டிமடுவு, புழுதிக்குட்டை, வாழப்பாடி, சேலம். (2) கோ.ராமஜெயம், பெரியக்குட்டிமடுவு, புழுதிக்குட்டை, வாழப்பாடி, சேலம். (3) க.சிரஞ்சீவி, கோசேலிக்காடு, புழுதிக் குட்டை, வாழப்பாடி, சேலம். (4) ஜெயசுதீர், சின்னக்குட்டிமடுவு, புழுதிக்குட்டை, வாழப்பாடி, சேலம். xyxy=(777,161,1126,206)
member-entry xyxy=(58,263,406,309)
column-1 xyxy=(55,108,409,2326)
role-label: துணை அமைப்பாளர்கள் : xyxy=(58,342,165,352)
part-number: பாகம் – 137 : xyxy=(418,248,471,259)
role-label: அமைப்பாளர் : xyxy=(418,173,477,183)
branch-heading: சிங்காரவேலன் கோயில் கிளை xyxy=(1240,719,1382,731)
section-title: மன்னாய்க்கன்பட்டி ஊராட்சி xyxy=(882,667,1021,683)
member-text: மா.மணிகண்டன், ராஜவீதி, சந்திரபிள்ளை வலசை, சேலம். xyxy=(118,480,337,490)
column-2 xyxy=(415,108,769,2326)
member-entry xyxy=(777,1018,1125,1076)
part-number: பாகம் – 188 : xyxy=(418,650,471,660)
member-entry xyxy=(777,316,1125,363)
role-label: துணை அமைப்பாளர்கள் : xyxy=(1137,242,1238,252)
member-entry xyxy=(1137,811,1485,823)
role-label: அமைப்பாளர் : xyxy=(1137,127,1202,137)
role-label: துணை அமைப்பாளர்கள் : xyxy=(777,395,885,405)
part-row xyxy=(418,999,766,1011)
part-row xyxy=(777,639,1125,650)
part-number: பாகம் – 135 : xyxy=(58,122,111,132)
member-text: (1) அருண், புளியந்தோப்பு, துக்கியாம்பாளையம், சேலம். (2) பெரியசாமி, கிழக்குக்காடு, துக்கியாம்பாளையம், சேலம். (3) வல்லரசு, கிழக்குக்காடு, துக்கியாம்பாளையம், சேலம். xyxy=(418,561,766,594)
part-member: ர.பரத்ராஜ், மாரியம்மன் கோயில் தெரு, நீர்முள்ளிக்குட்டை, சேலம். xyxy=(483,1000,735,1010)
role-label: துணை அமைப்பாளர்கள் : xyxy=(58,186,171,196)
part-row xyxy=(418,235,766,246)
role-label: அமைப்பாளர் : xyxy=(418,922,477,932)
part-member: செந்தில்குமார், ராஜ வீதி, குறிச்சி, வாழப்பாடி, சேலம். xyxy=(123,109,324,119)
role-label: அமைப்பாளர் : xyxy=(1137,667,1196,678)
role-label: அமைப்பாளர் : xyxy=(418,391,477,401)
member-entry xyxy=(418,855,766,867)
part-number: பாகம் – 139 : xyxy=(418,274,471,285)
